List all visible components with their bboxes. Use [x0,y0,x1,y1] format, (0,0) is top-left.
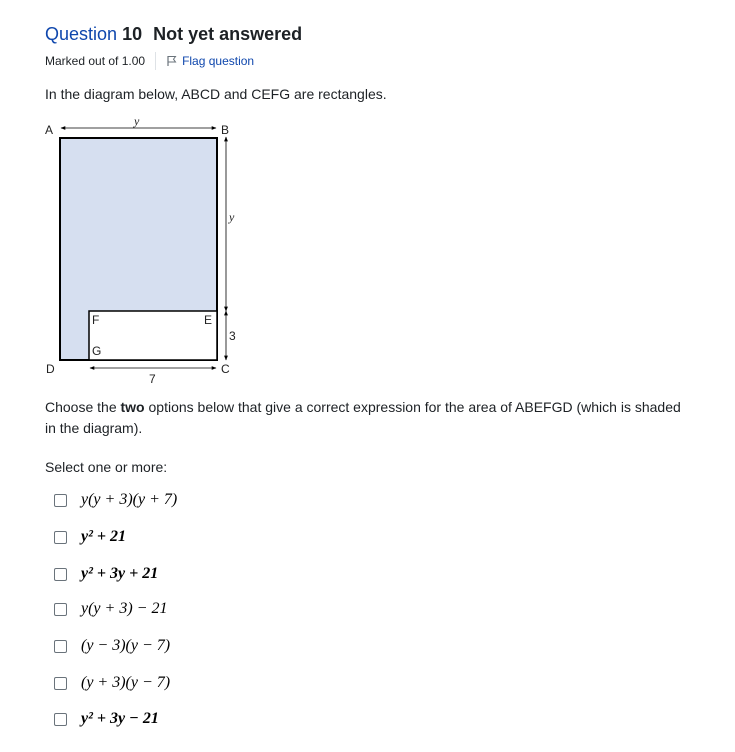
option-2[interactable] [54,528,126,546]
option-text: y² + 21 [81,528,127,545]
question-title [45,24,302,45]
label-right-upper: y [229,210,235,224]
option-text: y² + 3y + 21 [81,565,159,582]
question-meta [45,52,254,70]
vertex-e: E [204,313,213,327]
flag-question-label[interactable]: Flag question [182,54,255,68]
rectangles-diagram [40,115,240,385]
label-right-lower: 3 [229,329,236,343]
meta-divider [155,52,156,70]
marked-out-of: Marked out of 1.00 [45,54,146,68]
option-text: y(y + 3)(y + 7) [81,491,178,508]
flag-question-link[interactable] [166,54,254,68]
vertex-d: D [46,362,55,376]
option-text: (y + 3)(y − 7) [81,674,171,691]
option-text: (y − 3)(y − 7) [81,637,171,654]
label-bottom-width: 7 [149,372,156,385]
prompt-emphasis: two [120,399,145,415]
question-state: Not yet answered [153,24,303,44]
flag-icon [166,55,178,67]
option-6[interactable] [54,674,170,692]
vertex-a: A [45,123,54,137]
question-prompt: Choose the two options below that give a correct expression for the area of ABEFGD (which is shaded in the diagram). [45,399,681,436]
vertex-f: F [92,313,100,327]
option-checkbox[interactable] [54,531,67,544]
question-number: 10 [122,24,143,44]
option-checkbox[interactable] [54,494,67,507]
option-text: y(y + 3) − 21 [81,600,168,617]
option-checkbox[interactable] [54,713,67,726]
vertex-b: B [221,123,230,137]
select-instruction: Select one or more: [45,459,168,475]
label-top-width: y [134,115,140,128]
vertex-g: G [92,344,102,358]
rectangle-cefg [89,311,217,360]
question-intro: In the diagram below, ABCD and CEFG are rectangles. [45,86,387,102]
option-4[interactable] [54,600,167,618]
option-3[interactable] [54,565,158,583]
option-text: y² + 3y − 21 [81,710,159,727]
option-checkbox[interactable] [54,603,67,616]
option-checkbox[interactable] [54,640,67,653]
option-checkbox[interactable] [54,677,67,690]
option-1[interactable] [54,491,177,509]
option-7[interactable] [54,710,159,728]
option-5[interactable] [54,637,170,655]
option-checkbox[interactable] [54,568,67,581]
question-label: Question [45,24,118,44]
vertex-c: C [221,362,230,376]
